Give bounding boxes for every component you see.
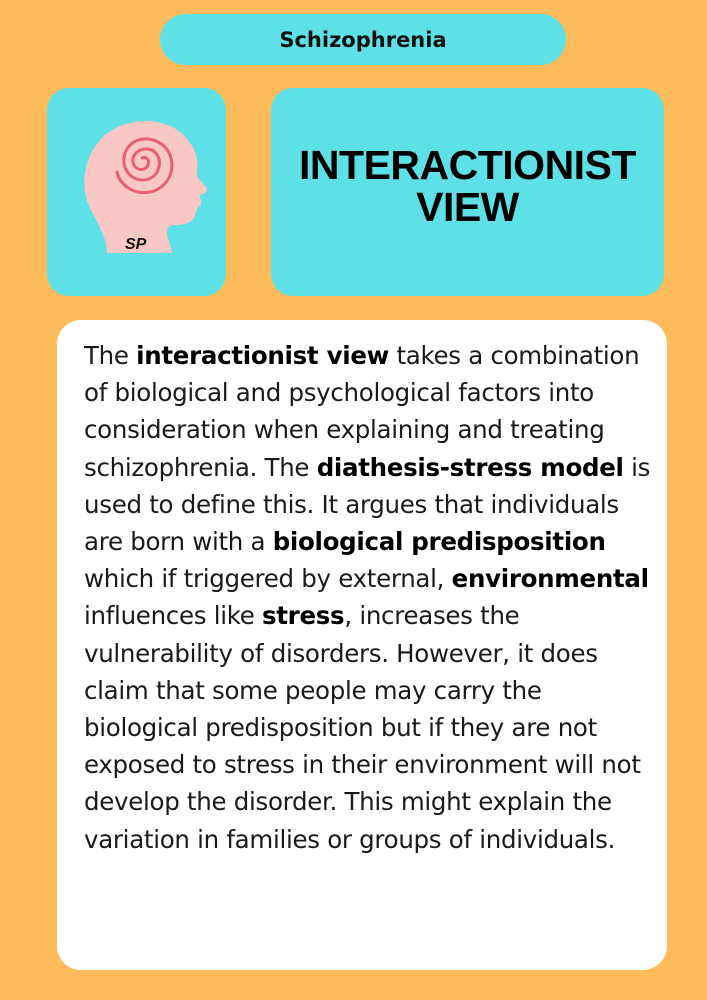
title-card — [271, 88, 664, 296]
title-line-1: INTERACTIONIST — [299, 142, 636, 188]
title-line-2: VIEW — [416, 184, 519, 230]
body-text-3: is used to define this. It argues that individuals are born with a — [84, 452, 651, 557]
head-silhouette — [84, 121, 207, 253]
term-interactionist-view: interactionist view — [136, 341, 389, 370]
page-title — [271, 144, 664, 228]
body-text-4: which if triggered by external, — [84, 564, 452, 594]
term-stress: stress — [261, 601, 345, 631]
logo-initials: SP — [125, 236, 147, 253]
content-card — [57, 320, 667, 970]
term-biological-predisposition: biological predisposition — [272, 527, 606, 557]
body-text-1: The — [84, 341, 137, 370]
topic-label: Schizophrenia — [279, 27, 447, 52]
body-paragraph — [84, 337, 654, 858]
head-spiral-icon — [47, 88, 226, 296]
body-text-6: , increases the vulnerability of disorders. However, it does claim that some people may carry the biological predisposition but if they are not exposed to stress in their environment will not develop the disorder. This might explain the variation in families or groups of individuals. — [84, 601, 641, 854]
body-text-5: influences like — [84, 601, 262, 631]
body-text-2: takes a combination of biological and psychological factors into consideration when explaining and treating schizophrenia. The — [84, 341, 640, 482]
topic-pill — [160, 14, 566, 65]
term-environmental: environmental — [451, 564, 649, 594]
logo-card — [47, 88, 226, 296]
term-diathesis-stress-model: diathesis-stress model — [316, 452, 624, 482]
